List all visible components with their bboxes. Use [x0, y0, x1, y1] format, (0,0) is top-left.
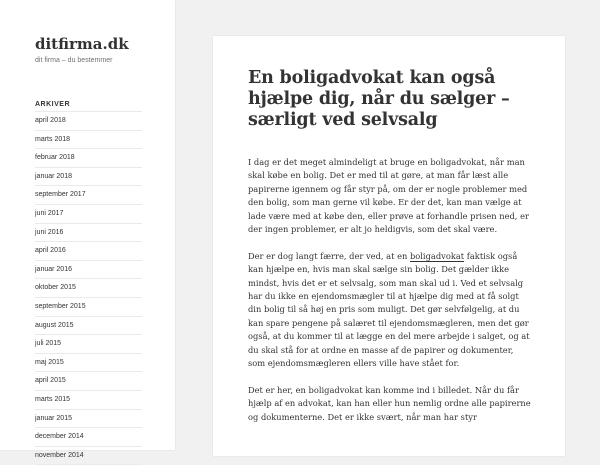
archive-item[interactable]	[35, 335, 142, 354]
archive-item[interactable]	[35, 391, 142, 410]
archive-link[interactable]: oktober 2015	[35, 284, 76, 292]
archive-link[interactable]: marts 2015	[35, 395, 71, 403]
archive-item[interactable]	[35, 354, 142, 373]
archive-link[interactable]: september 2015	[35, 302, 86, 310]
post-content	[248, 156, 533, 437]
site-description: dit firma – du bestemmer	[35, 57, 113, 64]
archive-link[interactable]: april 2016	[35, 247, 66, 255]
sidebar	[0, 0, 175, 459]
post-title[interactable]: En boligadvokat kan også hjælpe dig, når du sælger – særligt ved selvsalg	[248, 68, 510, 130]
site-title[interactable]: ditfirma.dk	[35, 35, 129, 53]
archive-link[interactable]: januar 2018	[35, 172, 72, 180]
archive-item[interactable]	[35, 261, 142, 280]
main-content	[213, 36, 565, 456]
archive-item[interactable]	[35, 447, 142, 465]
archive-link[interactable]: april 2018	[35, 117, 66, 124]
archive-link[interactable]: januar 2015	[35, 414, 72, 422]
archive-item[interactable]	[35, 168, 142, 187]
archive-item[interactable]	[35, 298, 142, 317]
archive-item[interactable]	[35, 317, 142, 336]
post-paragraph-2	[248, 250, 533, 371]
archive-link[interactable]: juli 2015	[35, 340, 62, 348]
archive-link[interactable]: april 2015	[35, 377, 66, 385]
archive-link[interactable]: juni 2017	[35, 209, 64, 217]
archive-link[interactable]: september 2017	[35, 191, 86, 199]
archive-item[interactable]	[35, 279, 142, 298]
archive-item[interactable]	[35, 186, 142, 205]
post-paragraph-3: Det er her, en boligadvokat kan komme ind i billedet. Når du får hjælp af en advokat, kan han eller hun nemlig ordne alle papirerne og dokumenterne. Det er ikke svært, når man har styr	[248, 384, 531, 422]
archive-list	[35, 111, 142, 465]
archive-link[interactable]: maj 2015	[35, 358, 64, 366]
archive-link[interactable]: december 2014	[35, 433, 84, 441]
archive-link[interactable]: november 2014	[35, 451, 84, 459]
boligadvokat-link[interactable]: boligadvokat	[409, 250, 465, 261]
archive-link[interactable]: januar 2016	[35, 265, 72, 273]
post-paragraph-2-text-before: Der er dog langt færre, der ved, at en	[248, 250, 410, 261]
archive-link[interactable]: juni 2016	[35, 228, 64, 236]
archive-item[interactable]	[35, 205, 142, 224]
archive-item[interactable]	[35, 372, 142, 391]
archive-item[interactable]	[35, 224, 142, 243]
archive-item[interactable]	[35, 149, 142, 168]
archive-heading: ARKIVER	[35, 101, 71, 108]
archive-item[interactable]	[35, 131, 142, 150]
post-paragraph-1: I dag er det meget almindeligt at bruge en boligadvokat, når man skal købe en bolig. Det er med til at gøre, at man får læst alle papirerne igennem og får styr på, om der er nogle problemer med den bolig, som man gerne vil købe. Er der det, kan man vælge at lade være med at købe den, eller prøve at forhandle prisen ned, er der ingen problemer, er alt jo heldigvis, som det skal være.	[248, 157, 529, 235]
archive-item[interactable]	[35, 112, 142, 131]
archive-item[interactable]	[35, 242, 142, 261]
archive-link[interactable]: februar 2018	[35, 154, 75, 162]
archive-item[interactable]	[35, 410, 142, 429]
archive-link[interactable]: marts 2018	[35, 135, 71, 143]
post-paragraph-2-text-after: faktisk også kan hjælpe en, hvis man skal sælge sin bolig. Det gælder ikke mindst, hvis det er et selvsalg, som man skal ud i. Ved et selvsalg har du ikke en ejendomsmægler til at hjælpe dig med at få solgt din bolig til så høj en pris som muligt. Det gør selvfølgelig, at du kan spare pengene på salæret til ejendomsmægleren, men det gør også, at du kommer til at lægge en del mere arbejde i salget, og at du skal stå for at ordne en masse af de papirer og dokumenter, som ejendomsmægleren ellers ville have stået for.	[248, 250, 530, 369]
archive-item[interactable]	[35, 428, 142, 447]
archive-link[interactable]: august 2015	[35, 321, 74, 329]
